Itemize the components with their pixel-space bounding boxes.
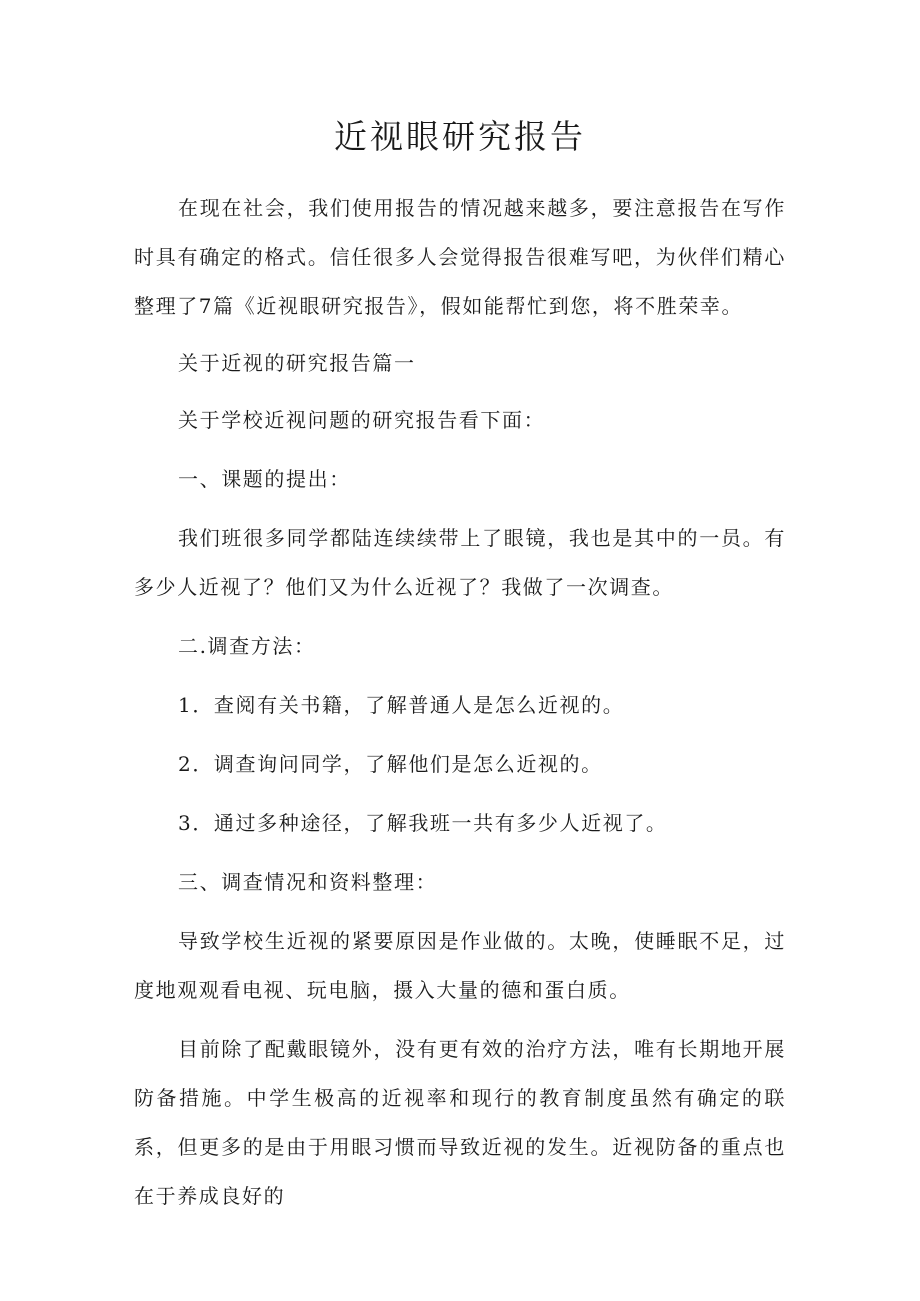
paragraph-intro: 在现在社会，我们使用报告的情况越来越多，要注意报告在写作时具有确定的格式。信任很多人会觉得报告很难写吧，为伙伴们精心整理了7篇《近视眼研究报告》，假如能帮忙到您，将不胜荣幸。 xyxy=(134,196,786,318)
paragraph-heading-3: 三、调查情况和资料整理： xyxy=(178,870,438,894)
document-title: 近视眼研究报告 xyxy=(334,117,586,156)
paragraph-body: 导致学校生近视的紧要原因是作业做的。太晚，使睡眠不足，过度地观观看电视、玩电脑，摄入大量的德和蛋白质。 xyxy=(134,929,786,1002)
paragraph-list-item: 2．调查询问同学，了解他们是怎么近视的。 xyxy=(178,752,603,776)
paragraph-list-item: 1．查阅有关书籍，了解普通人是怎么近视的。 xyxy=(178,693,625,717)
paragraph-list-item: 3．通过多种途径，了解我班一共有多少人近视了。 xyxy=(178,811,668,835)
paragraph-heading-1: 一、课题的提出： xyxy=(178,467,351,491)
paragraph-heading-2: 二.调查方法： xyxy=(178,634,316,658)
paragraph-section-heading: 关于近视的研究报告篇一 xyxy=(178,351,416,375)
paragraph-lead: 关于学校近视问题的研究报告看下面： xyxy=(178,408,546,432)
paragraph-body: 目前除了配戴眼镜外，没有更有效的治疗方法，唯有长期地开展防备措施。中学生极高的近视率和现行的教育制度虽然有确定的联系，但更多的是由于用眼习惯而导致近视的发生。近视防备的重点也在于养成良好的 xyxy=(134,1037,786,1208)
paragraph-body: 我们班很多同学都陆连续续带上了眼镜，我也是其中的一员。有多少人近视了？他们又为什么近视了？我做了一次调查。 xyxy=(134,526,786,599)
